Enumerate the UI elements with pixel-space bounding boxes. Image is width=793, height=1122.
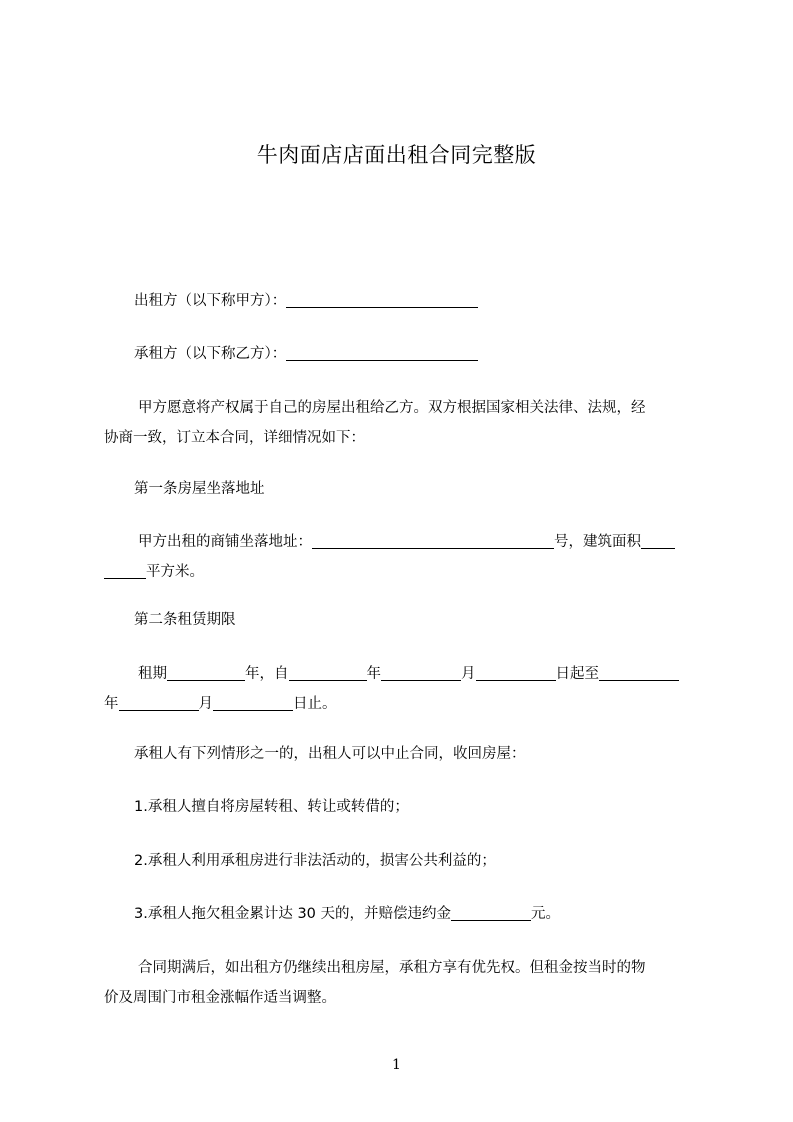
start-year-unit: 年 xyxy=(366,666,381,682)
term-paragraph xyxy=(104,659,702,719)
article1-heading: 第一条房屋坐落地址 xyxy=(134,481,265,497)
address-prefix: 甲方出租的商铺坐落地址： xyxy=(138,534,312,550)
end-day-blank xyxy=(213,694,293,711)
term-from-text: 年，自 xyxy=(245,666,289,682)
intro-paragraph xyxy=(104,393,702,453)
intro-line-2: 协商一致，订立本合同，详细情况如下： xyxy=(104,430,365,446)
start-month-blank xyxy=(381,664,461,681)
lessee-line xyxy=(104,339,702,369)
area-blank-part1 xyxy=(641,532,675,549)
end-year-unit: 年 xyxy=(104,696,119,712)
end-month-blank xyxy=(119,694,199,711)
renewal-paragraph xyxy=(104,953,702,1013)
end-year-blank-part1 xyxy=(599,664,679,681)
term-years-blank xyxy=(167,664,245,681)
start-year-blank xyxy=(289,664,367,681)
start-month-unit: 月 xyxy=(461,666,476,682)
address-paragraph xyxy=(104,527,702,587)
address-suffix: 平方米。 xyxy=(146,564,204,580)
address-line-1 xyxy=(104,527,702,557)
document-title: 牛肉面店店面出租合同完整版 xyxy=(256,143,537,167)
lessee-label: 承租方（以下称乙方）： xyxy=(134,346,287,362)
article2-heading: 第二条租赁期限 xyxy=(134,612,236,628)
termination-item-2: 2.承租人利用承租房进行非法活动的，损害公共利益的； xyxy=(134,853,496,869)
penalty-blank xyxy=(451,904,531,921)
lessor-blank xyxy=(286,291,478,308)
address-blank xyxy=(312,532,554,549)
renewal-line-1: 合同期满后，如出租方仍继续出租房屋，承租方享有优先权。但租金按当时的物 xyxy=(138,960,646,976)
address-mid: 号，建筑面积 xyxy=(554,534,641,550)
item3-prefix: 3.承租人拖欠租金累计达 30 天的，并赔偿违约金 xyxy=(134,906,452,922)
termination-item-3 xyxy=(104,899,702,929)
area-blank-part2 xyxy=(104,562,146,579)
termination-intro: 承租人有下列情形之一的，出租人可以中止合同，收回房屋： xyxy=(134,746,526,762)
term-end-text: 日止。 xyxy=(293,696,337,712)
intro-line-1: 甲方愿意将产权属于自己的房屋出租给乙方。双方根据国家相关法律、法规，经 xyxy=(138,400,646,416)
address-line-2 xyxy=(104,557,702,587)
lessee-blank xyxy=(286,344,478,361)
start-day-blank xyxy=(476,664,556,681)
term-line-1 xyxy=(104,659,702,689)
lessor-label: 出租方（以下称甲方）： xyxy=(134,293,287,309)
termination-item-1: 1.承租人擅自将房屋转租、转让或转借的； xyxy=(134,799,409,815)
term-line-2 xyxy=(104,689,702,719)
term-until-text: 日起至 xyxy=(555,666,599,682)
renewal-line-2: 价及周围门市租金涨幅作适当调整。 xyxy=(104,990,336,1006)
item3-suffix: 元。 xyxy=(531,906,561,922)
term-label: 租期 xyxy=(138,666,167,682)
lessor-line xyxy=(104,286,702,316)
end-month-unit: 月 xyxy=(198,696,213,712)
page-number: 1 xyxy=(392,1057,401,1073)
